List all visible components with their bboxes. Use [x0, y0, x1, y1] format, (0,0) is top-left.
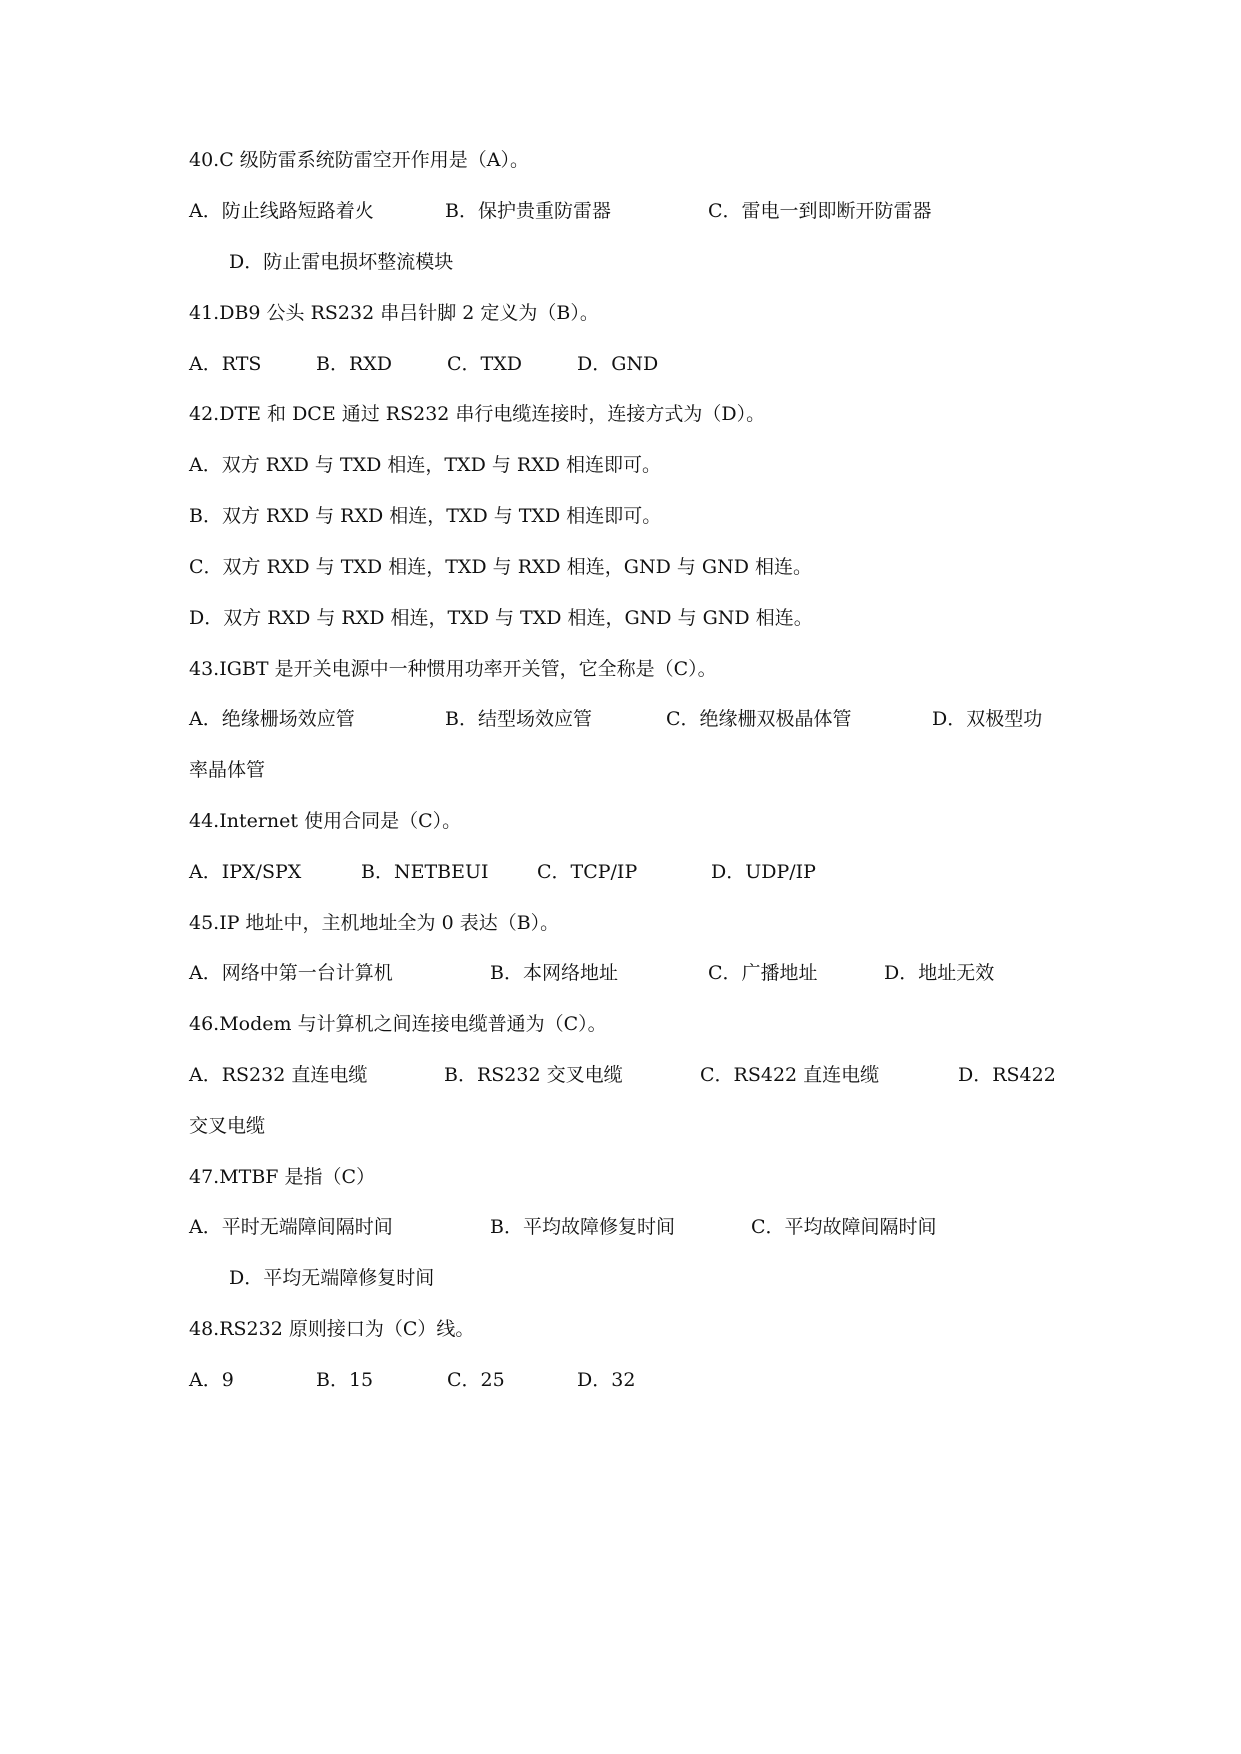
question-40-option-b: B．保护贵重防雷器 — [445, 200, 611, 222]
question-45-stem: 45.IP 地址中，主机地址全为 0 表达（B）。 — [189, 912, 560, 934]
question-41-option-a: A．RTS — [189, 353, 262, 375]
question-47-option-c: C．平均故障间隔时间 — [751, 1216, 937, 1238]
question-46-option-d: D．RS422 — [958, 1064, 1056, 1086]
question-46-option-b: B．RS232 交叉电缆 — [444, 1064, 623, 1086]
question-42-option-d: D．双方 RXD 与 RXD 相连，TXD 与 TXD 相连，GND 与 GND 相连。 — [189, 607, 813, 629]
question-45-option-c: C．广播地址 — [708, 962, 818, 984]
question-44-option-c: C．TCP/IP — [537, 861, 638, 883]
question-44-stem: 44.Internet 使用合同是（C）。 — [189, 810, 462, 832]
question-47-option-a: A．平时无端障间隔时间 — [189, 1216, 393, 1238]
question-41-option-d: D．GND — [577, 353, 659, 375]
question-43-option-d-continuation: 率晶体管 — [189, 759, 266, 781]
question-45-option-b: B．本网络地址 — [490, 962, 618, 984]
question-41-option-b: B．RXD — [316, 353, 393, 375]
question-40-option-d: D．防止雷电损坏整流模块 — [229, 251, 454, 273]
question-40-stem: 40.C 级防雷系统防雷空开作用是（A）。 — [189, 149, 530, 171]
question-46-option-d-continuation: 交叉电缆 — [189, 1115, 266, 1137]
question-48-option-c: C．25 — [447, 1369, 505, 1391]
question-46-stem: 46.Modem 与计算机之间连接电缆普通为（C）。 — [189, 1013, 607, 1035]
question-43-option-a: A．绝缘栅场效应管 — [189, 708, 355, 730]
question-47-option-b: B．平均故障修复时间 — [490, 1216, 675, 1238]
question-43-option-d: D．双极型功 — [932, 708, 1043, 730]
question-43-option-b: B．结型场效应管 — [445, 708, 592, 730]
question-45-option-a: A．网络中第一台计算机 — [189, 962, 393, 984]
question-42-option-c: C．双方 RXD 与 TXD 相连，TXD 与 RXD 相连，GND 与 GND 相连。 — [189, 556, 813, 578]
question-48-option-d: D．32 — [577, 1369, 636, 1391]
question-44-option-a: A．IPX/SPX — [189, 861, 302, 883]
question-47-option-d: D．平均无端障修复时间 — [229, 1267, 435, 1289]
question-48-option-a: A．9 — [189, 1369, 234, 1391]
question-45-option-d: D．地址无效 — [884, 962, 995, 984]
question-40-option-c: C．雷电一到即断开防雷器 — [708, 200, 932, 222]
question-42-option-a: A．双方 RXD 与 TXD 相连，TXD 与 RXD 相连即可。 — [189, 454, 661, 476]
question-41-option-c: C．TXD — [447, 353, 522, 375]
question-47-stem: 47.MTBF 是指（C） — [189, 1166, 376, 1188]
question-42-stem: 42.DTE 和 DCE 通过 RS232 串行电缆连接时，连接方式为（D）。 — [189, 403, 766, 425]
question-46-option-c: C．RS422 直连电缆 — [700, 1064, 880, 1086]
question-48-stem: 48.RS232 原则接口为（C）线。 — [189, 1318, 475, 1340]
question-46-option-a: A．RS232 直连电缆 — [189, 1064, 368, 1086]
question-43-option-c: C．绝缘栅双极晶体管 — [666, 708, 852, 730]
question-42-option-b: B．双方 RXD 与 RXD 相连，TXD 与 TXD 相连即可。 — [189, 505, 662, 527]
question-44-option-b: B．NETBEUI — [361, 861, 489, 883]
question-40-option-a: A．防止线路短路着火 — [189, 200, 374, 222]
question-48-option-b: B．15 — [316, 1369, 374, 1391]
question-41-stem: 41.DB9 公头 RS232 串吕针脚 2 定义为（B）。 — [189, 302, 599, 324]
question-43-stem: 43.IGBT 是开关电源中一种惯用功率开关管，它全称是（C）。 — [189, 658, 717, 680]
question-44-option-d: D．UDP/IP — [711, 861, 816, 883]
